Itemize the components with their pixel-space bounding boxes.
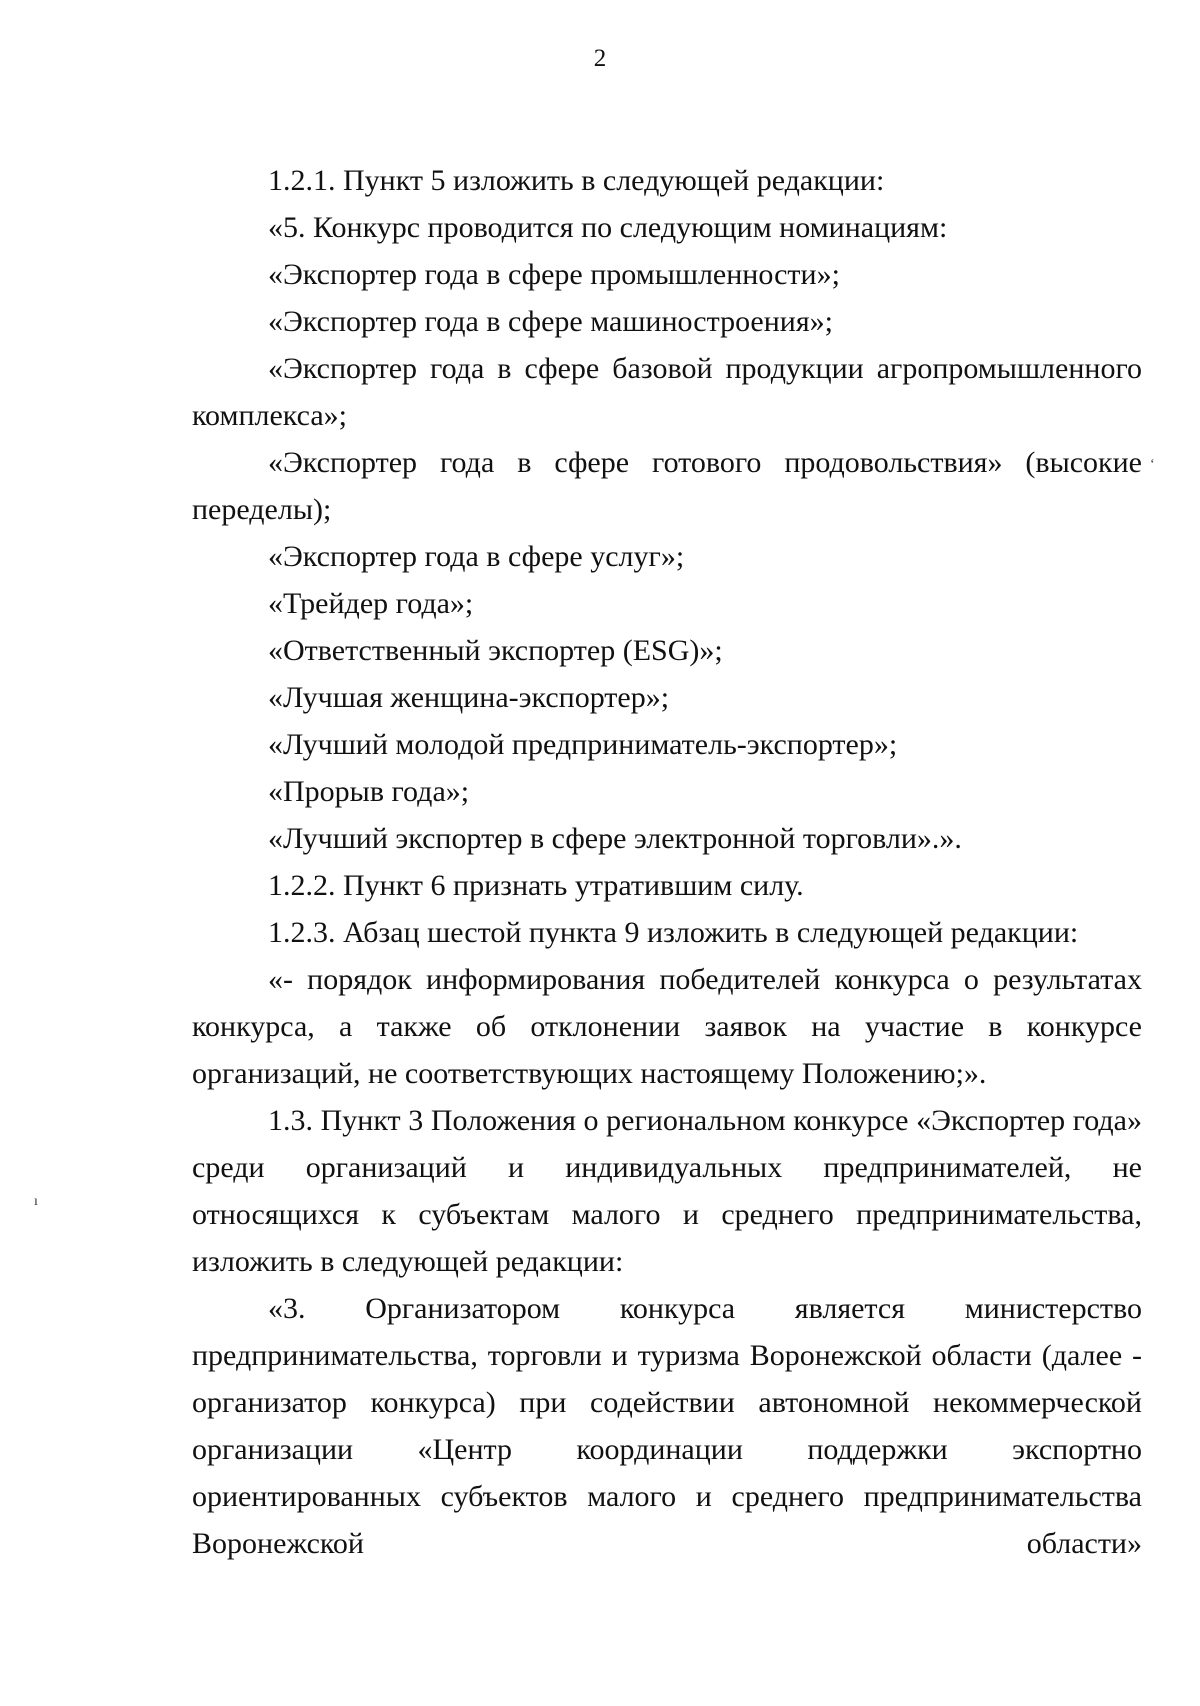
paragraph-nominations-intro: «5. Конкурс проводится по следующим номинациям: (268, 211, 948, 244)
paragraph-1-2-2: 1.2.2. Пункт 6 признать утратившим силу. (268, 869, 804, 902)
nomination-industry: «Экспортер года в сфере промышленности»; (268, 258, 840, 291)
nomination-young-entrepreneur: «Лучший молодой предприниматель-экспортер»; (268, 728, 898, 761)
nomination-trader: «Трейдер года»; (268, 587, 474, 620)
nomination-food: «Экспортер года в сфере готового продовольствия» (высокие переделы); (192, 446, 1142, 526)
nomination-ecommerce: «Лучший экспортер в сфере электронной торговли».». (268, 822, 962, 855)
page-number: 2 (593, 45, 607, 72)
nomination-services: «Экспортер года в сфере услуг»; (268, 540, 685, 573)
paragraph-informing-order: «- порядок информирования победителей конкурса о результатах конкурса, а также об отклонении заявок на участие в конкурсе организаций, не соответствующих настоящему Положению;». (192, 963, 1142, 1090)
paragraph-1-2-1: 1.2.1. Пункт 5 изложить в следующей редакции: (268, 164, 885, 197)
nomination-machinery: «Экспортер года в сфере машиностроения»; (268, 305, 833, 338)
nomination-woman: «Лучшая женщина-экспортер»; (268, 681, 670, 714)
nomination-breakthrough: «Прорыв года»; (268, 775, 470, 808)
document-body (192, 157, 1142, 1567)
paragraph-1-3: 1.3. Пункт 3 Положения о региональном конкурсе «Экспортер года» среди организаций и индивидуальных предпринимателей, не относящихся к субъектам малого и среднего предпринимательства, изложить в следующей редакции: (192, 1104, 1142, 1278)
nomination-agro: «Экспортер года в сфере базовой продукции агропромышленного комплекса»; (192, 352, 1142, 432)
margin-mark-right: ‘ (1150, 457, 1155, 472)
paragraph-organizer: «3. Организатором конкурса является министерство предпринимательства, торговли и туризма Воронежской области (далее - организатор конкурса) при содействии автономной некоммерческой организации «Центр координации поддержки экспортно ориентированных субъектов малого и среднего предпринимательства Воронежской области» (192, 1292, 1142, 1560)
margin-mark-left: ı (34, 1194, 38, 1209)
paragraph-1-2-3: 1.2.3. Абзац шестой пункта 9 изложить в следующей редакции: (268, 916, 1079, 949)
nomination-esg: «Ответственный экспортер (ESG)»; (268, 634, 723, 667)
